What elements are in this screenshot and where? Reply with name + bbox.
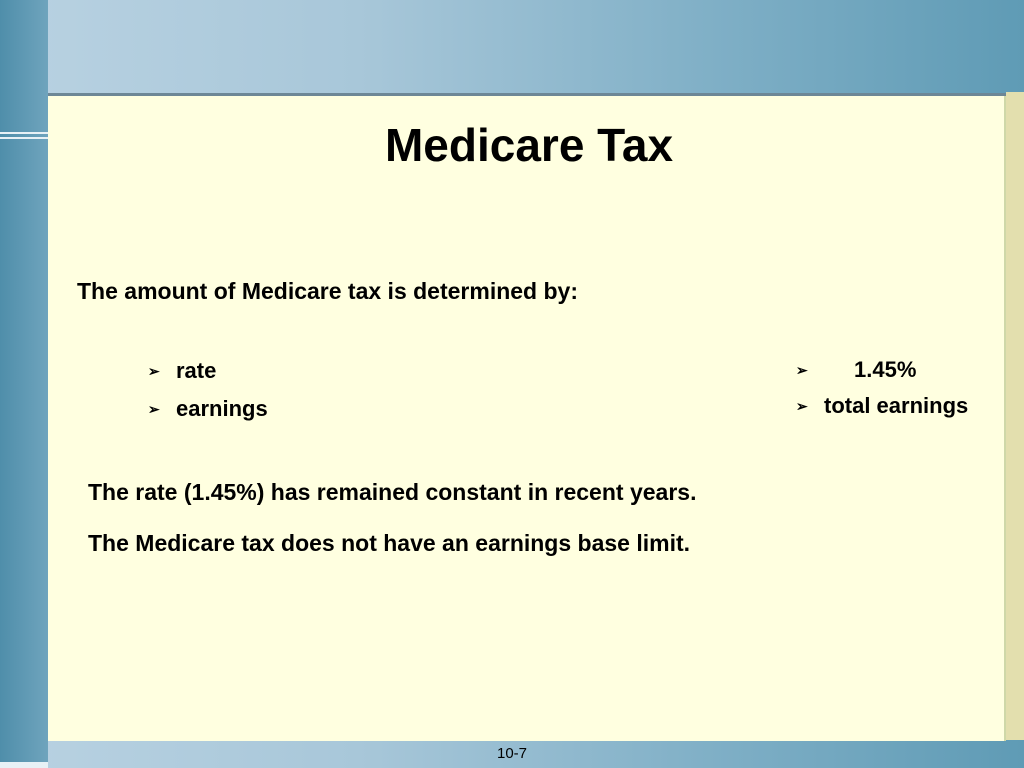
- factor-label: rate: [176, 358, 217, 383]
- factor-value: total earnings: [824, 393, 969, 418]
- page-number: 10-7: [496, 745, 528, 762]
- list-item: [796, 352, 968, 388]
- list-item: [148, 352, 268, 390]
- arrow-bullet-icon: ➢: [796, 398, 808, 414]
- arrow-bullet-icon: ➢: [148, 363, 160, 379]
- list-item: [796, 388, 968, 424]
- slide-title: Medicare Tax: [384, 119, 674, 171]
- left-decor-bar: [0, 0, 48, 768]
- note-rate: The rate (1.45%) has remained constant in recent years.: [88, 479, 697, 505]
- right-decor-strip: [1006, 92, 1024, 740]
- factor-value-list: [796, 352, 968, 424]
- arrow-bullet-icon: ➢: [148, 401, 160, 417]
- corner-decor: [0, 762, 48, 768]
- factor-label: earnings: [176, 396, 268, 421]
- slide-panel: [48, 93, 1006, 741]
- intro-text: The amount of Medicare tax is determined by:: [77, 278, 578, 304]
- factor-value: 1.45%: [854, 357, 917, 382]
- note-base-limit: The Medicare tax does not have an earnings base limit.: [88, 530, 691, 556]
- arrow-bullet-icon: ➢: [796, 362, 808, 378]
- list-item: [148, 390, 268, 428]
- factor-list: [148, 352, 268, 428]
